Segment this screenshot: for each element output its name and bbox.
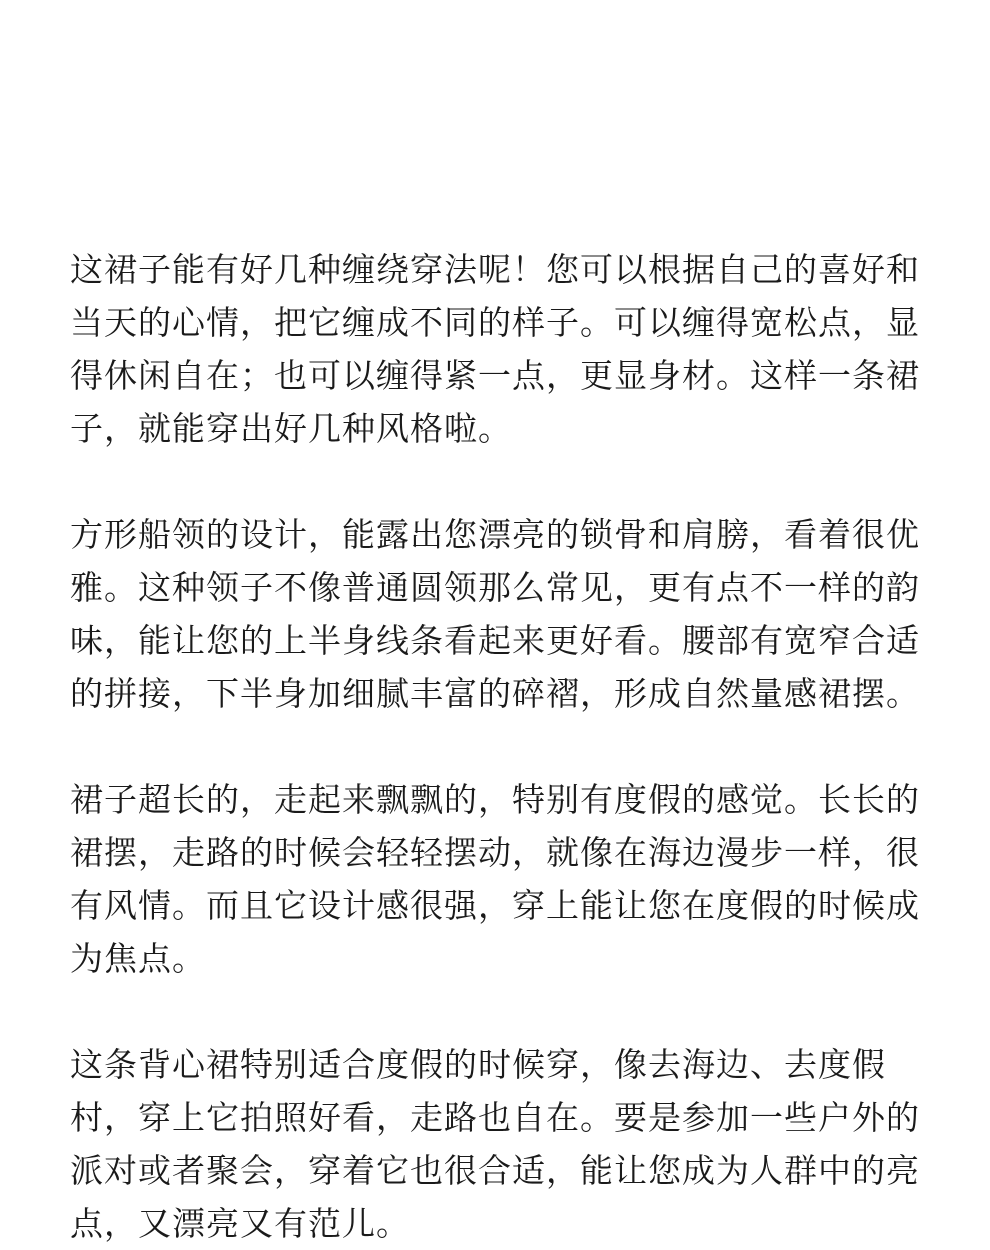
article-body: [70, 243, 930, 1250]
paragraph-neckline-design: 方形船领的设计，能露出您漂亮的锁骨和肩膀，看着很优雅。这种领子不像普通圆领那么常见，更有点不一样的韵味，能让您的上半身线条看起来更好看。腰部有宽窄合适的拼接，下半身加细腻丰富的碎褶，形成自然量感裙摆。: [70, 515, 920, 713]
paragraph-wrap-styles: 这裙子能有好几种缠绕穿法呢！您可以根据自己的喜好和当天的心情，把它缠成不同的样子。可以缠得宽松点，显得休闲自在；也可以缠得紧一点，更显身材。这样一条裙子，就能穿出好几种风格啦。: [70, 250, 920, 448]
paragraph-long-skirt: 裙子超长的，走起来飘飘的，特别有度假的感觉。长长的裙摆，走路的时候会轻轻摆动，就像在海边漫步一样，很有风情。而且它设计感很强，穿上能让您在度假的时候成为焦点。: [70, 780, 920, 978]
paragraph-occasions: 这条背心裙特别适合度假的时候穿，像去海边、去度假村，穿上它拍照好看，走路也自在。要是参加一些户外的派对或者聚会，穿着它也很合适，能让您成为人群中的亮点，又漂亮又有范儿。: [70, 1045, 920, 1243]
